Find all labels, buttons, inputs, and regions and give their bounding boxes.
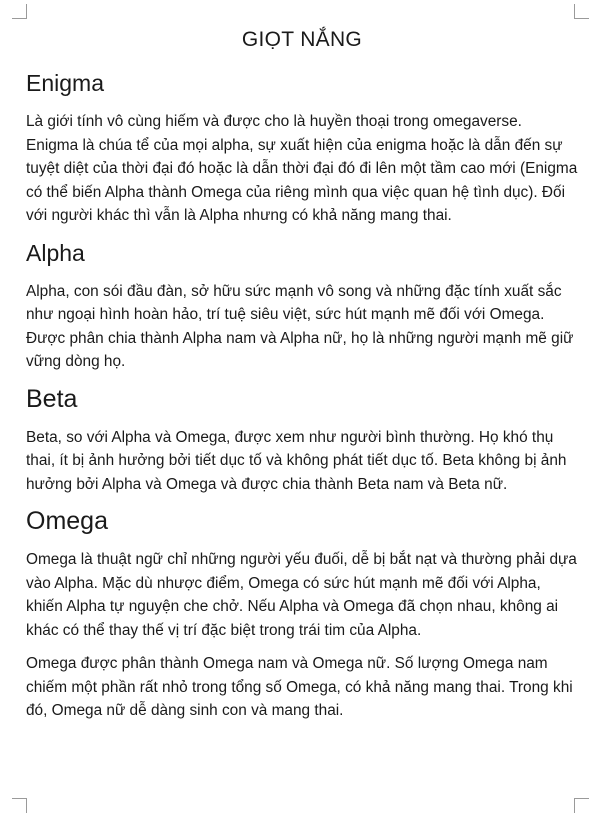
section-heading-enigma: Enigma: [26, 70, 104, 96]
paragraph-omega-1: Omega là thuật ngữ chỉ những người yếu đuối, dễ bị bắt nạt và thường phải dựa vào Alpha. Mặc dù nhược điểm, Omega có sức hút mạnh mẽ đối với Alpha, khiến Alpha tự nguyện che chở. Nếu Alpha và Omega đã chọn nhau, không ai khác có thể thay thế vị trí đặc biệt trong trái tim của Alpha.: [26, 551, 577, 639]
paragraph-enigma: Là giới tính vô cùng hiếm và được cho là huyền thoại trong omegaverse. Enigma là chúa tể của mọi alpha, sự xuất hiện của enigma hoặc là dẫn đến sự tuyệt diệt của thời đại đó hoặc là dẫn thời đại đó đi lên một tầm cao mới (Enigma có thể biến Alpha thành Omega của riêng mình qua việc quan hệ tình dục). Đối với người khác thì vẫn là Alpha nhưng có khả năng mang thai.: [26, 113, 578, 224]
section-heading-omega: Omega: [26, 507, 108, 535]
paragraph-omega-2: Omega được phân thành Omega nam và Omega nữ. Số lượng Omega nam chiếm một phần rất nhỏ trong tổng số Omega, có khả năng mang thai. Trong khi đó, Omega nữ dễ dàng sinh con và mang thai.: [26, 655, 573, 719]
paragraph-beta: Beta, so với Alpha và Omega, được xem như người bình thường. Họ khó thụ thai, ít bị ảnh hưởng bởi tiết dục tố và không phát tiết dục tố. Beta không bị ảnh hưởng bởi Alpha và Omega và được chia thành Beta nam và Beta nữ.: [26, 428, 567, 493]
crop-mark-bottom-left: [12, 798, 27, 813]
crop-mark-top-left: [12, 4, 27, 19]
section-heading-beta: Beta: [26, 384, 78, 413]
section-beta: [26, 384, 578, 497]
section-enigma: [26, 68, 578, 228]
section-omega: [26, 506, 578, 723]
crop-mark-bottom-right: [574, 798, 589, 813]
paragraph-alpha: Alpha, con sói đầu đàn, sở hữu sức mạnh vô song và những đặc tính xuất sắc như ngoại hình hoàn hảo, trí tuệ siêu việt, sức hút mạnh mẽ đối với Omega. Được phân chia thành Alpha nam và Alpha nữ, họ là những người mạnh mẽ giữ vững dòng họ.: [26, 282, 574, 370]
document-page: [26, 26, 578, 733]
section-alpha: [26, 238, 578, 374]
section-heading-alpha: Alpha: [26, 239, 85, 266]
crop-mark-top-right: [574, 4, 589, 19]
document-title: GIỌT NẮNG: [241, 28, 363, 51]
